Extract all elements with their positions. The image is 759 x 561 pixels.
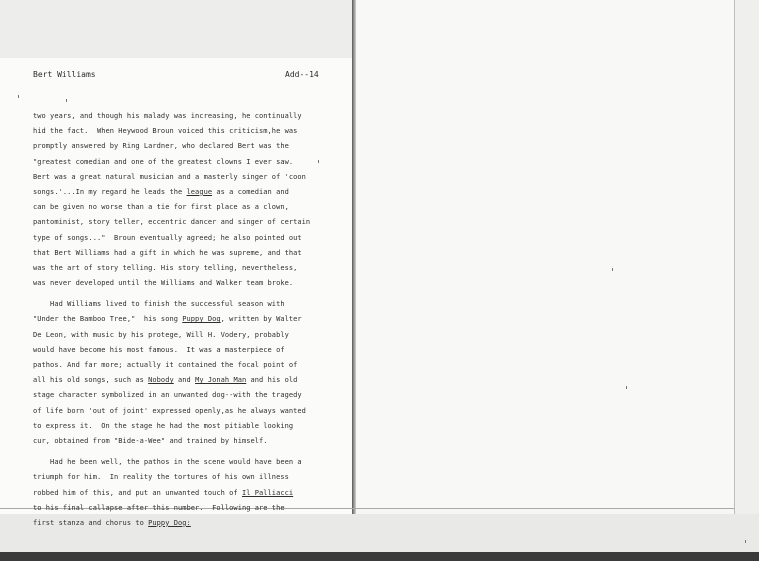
text-line (33, 470, 351, 485)
text-segment: as a comedian and (212, 187, 289, 196)
scan-speck (626, 386, 627, 389)
scan-speck (18, 95, 19, 98)
text-segment: and (173, 376, 196, 385)
text-line (33, 185, 351, 200)
paragraph (33, 109, 351, 291)
text-line (33, 170, 351, 185)
text-segment: Had he been well, the pathos in the scene would have been a (33, 458, 302, 467)
text-line (33, 455, 351, 470)
text-segment: Had Williams lived to finish the successful season with (33, 300, 285, 309)
scan-speck (745, 540, 746, 543)
text-line (33, 343, 351, 358)
text-line (33, 200, 351, 215)
text-line (33, 231, 351, 246)
scan-speck (66, 99, 67, 102)
text-line (33, 276, 351, 291)
blank-facing-page (356, 0, 734, 508)
text-segment: type of songs..." Broun eventually agreed; he also pointed out (33, 233, 302, 242)
text-line (33, 297, 351, 312)
text-line (33, 312, 351, 327)
body-text (33, 109, 351, 531)
text-line (33, 434, 351, 449)
underlined-title: Il Palliacci (241, 488, 294, 497)
text-segment: and his old (246, 376, 298, 385)
scan-speck (612, 268, 613, 271)
text-line (33, 358, 351, 373)
text-segment: can be given no worse than a tie for first place as a clown, (33, 203, 289, 212)
underlined-title: Puppy Dog: (148, 518, 191, 527)
text-segment: was never developed until the Williams and Walker team broke. (33, 279, 294, 288)
text-segment: was the art of story telling. His story telling, nevertheless, (33, 263, 298, 272)
page-number: Add--14 (285, 70, 319, 79)
underlined-title: My Jonah Man (195, 376, 247, 385)
text-segment: that Bert Williams had a gift in which he was supreme, and that (33, 248, 302, 257)
scan-bottom-shadow (0, 552, 759, 561)
underlined-title: Puppy Dog (182, 315, 221, 324)
text-segment: promptly answered by Ring Lardner, who declared Bert was the (33, 142, 289, 151)
text-segment: triumph for him. In reality the tortures of his own illness (33, 473, 289, 482)
text-line (33, 215, 351, 230)
text-segment: cur, obtained from "Bide-a-Wee" and trained by himself. (33, 436, 268, 445)
text-segment: pantominist, story teller, eccentric dancer and singer of certain (33, 218, 311, 227)
text-segment: "greatest comedian and one of the greatest clowns I ever saw. (33, 157, 294, 166)
text-segment: stage character symbolized in an unwanted dog--with the tragedy (33, 391, 302, 400)
document-title: Bert Williams (33, 70, 96, 79)
text-line (33, 404, 351, 419)
text-segment: two years, and though his malady was increasing, he continually (33, 112, 302, 120)
text-line (33, 109, 351, 124)
text-segment: to express it. On the stage he had the most pitiable looking (33, 421, 294, 430)
paragraph (33, 455, 351, 531)
text-line (33, 501, 351, 516)
text-line (33, 516, 351, 531)
text-segment: robbed him of this, and put an unwanted touch of (33, 488, 242, 497)
text-segment: would have become his most famous. It was a masterpiece of (33, 345, 285, 354)
text-line (33, 388, 351, 403)
text-segment: of life born 'out of joint' expressed openly,as he always wanted (33, 406, 306, 415)
text-segment: hid the fact. When Heywood Broun voiced this criticism,he was (33, 127, 298, 136)
underlined-title: league (186, 187, 213, 196)
text-line (33, 155, 351, 170)
text-line (33, 419, 351, 434)
text-segment: to his final callapse after this number. Following are the (33, 503, 285, 512)
text-segment: , written by Walter (220, 315, 302, 324)
text-line (33, 486, 351, 501)
text-line (33, 373, 351, 388)
scan-top-margin (0, 0, 352, 58)
underlined-title: Nobody (148, 376, 174, 385)
text-segment: pathos. And far more; actually it contained the focal point of (33, 361, 298, 369)
text-segment: first stanza and chorus to (33, 518, 149, 527)
text-segment: Bert was a great natural musician and a masterly singer of 'coon (33, 172, 306, 181)
paragraph (33, 297, 351, 449)
text-line (33, 139, 351, 154)
text-segment: all his old songs, such as (33, 376, 149, 385)
text-segment: "Under the Bamboo Tree," his song (33, 315, 183, 324)
text-segment: De Leon, with music by his protege, Will H. Vodery, probably (33, 330, 289, 339)
text-line (33, 246, 351, 261)
scan-right-margin (734, 0, 759, 561)
text-segment: songs.'...In my regard he leads the (33, 187, 187, 196)
text-line (33, 124, 351, 139)
text-line (33, 261, 351, 276)
text-line (33, 328, 351, 343)
